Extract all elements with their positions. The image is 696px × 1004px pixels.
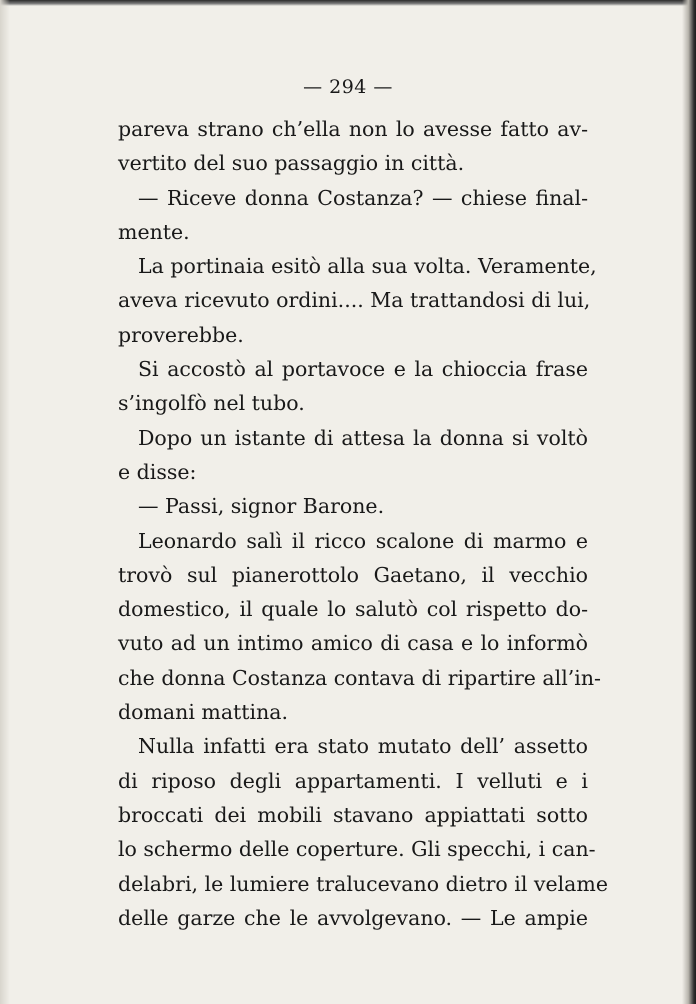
text-line: delabri, le lumiere tralucevano dietro il velame — [118, 871, 608, 896]
scan-right-edge — [682, 0, 696, 1004]
text-line: Si accostò al portavoce e la chioccia frase — [138, 357, 588, 382]
text-line: Leonardo salì il ricco scalone di marmo e — [138, 528, 588, 553]
text-line: trovò sul pianerottolo Gaetano, il vecchio — [118, 562, 588, 587]
text-line: domestico, il quale lo salutò col rispetto do- — [118, 597, 588, 622]
text-line: pareva strano ch’ella non lo avesse fatto av- — [118, 117, 588, 141]
text-line: che donna Costanza contava di ripartire all’in- — [118, 665, 601, 690]
text-line: — Passi, signor Barone. — [138, 494, 385, 519]
body-text — [118, 112, 608, 935]
text-line: proverebbe. — [118, 322, 244, 347]
text-line: delle garze che le avvolgevano. — Le ampie — [118, 905, 588, 930]
text-line: Nulla infatti era stato mutato dell’ assetto — [138, 734, 588, 759]
text-line: s’ingolfò nel tubo. — [118, 391, 305, 416]
text-line: domani mattina. — [118, 700, 289, 725]
text-line: vuto ad un intimo amico di casa e lo informò — [118, 631, 588, 656]
text-line: broccati dei mobili stavano appiattati sotto — [118, 802, 588, 827]
text-line: mente. — [118, 219, 190, 244]
text-line: Dopo un istante di attesa la donna si voltò — [138, 425, 588, 450]
text-line: e disse: — [118, 459, 197, 484]
text-line: — Riceve donna Costanza? — chiese final- — [138, 185, 588, 210]
scan-top-edge — [0, 0, 696, 6]
text-line: La portinaia esitò alla sua volta. Veramente, — [138, 254, 597, 279]
scan-left-shade — [0, 0, 10, 1004]
text-line: di riposo degli appartamenti. I velluti e i — [118, 768, 588, 793]
text-line: aveva ricevuto ordini.... Ma trattandosi di lui, — [118, 288, 591, 313]
text-line: vertito del suo passaggio in città. — [118, 151, 465, 176]
text-line: lo schermo delle coperture. Gli specchi, i can- — [118, 837, 596, 862]
page-number: — 294 — — [303, 76, 393, 98]
